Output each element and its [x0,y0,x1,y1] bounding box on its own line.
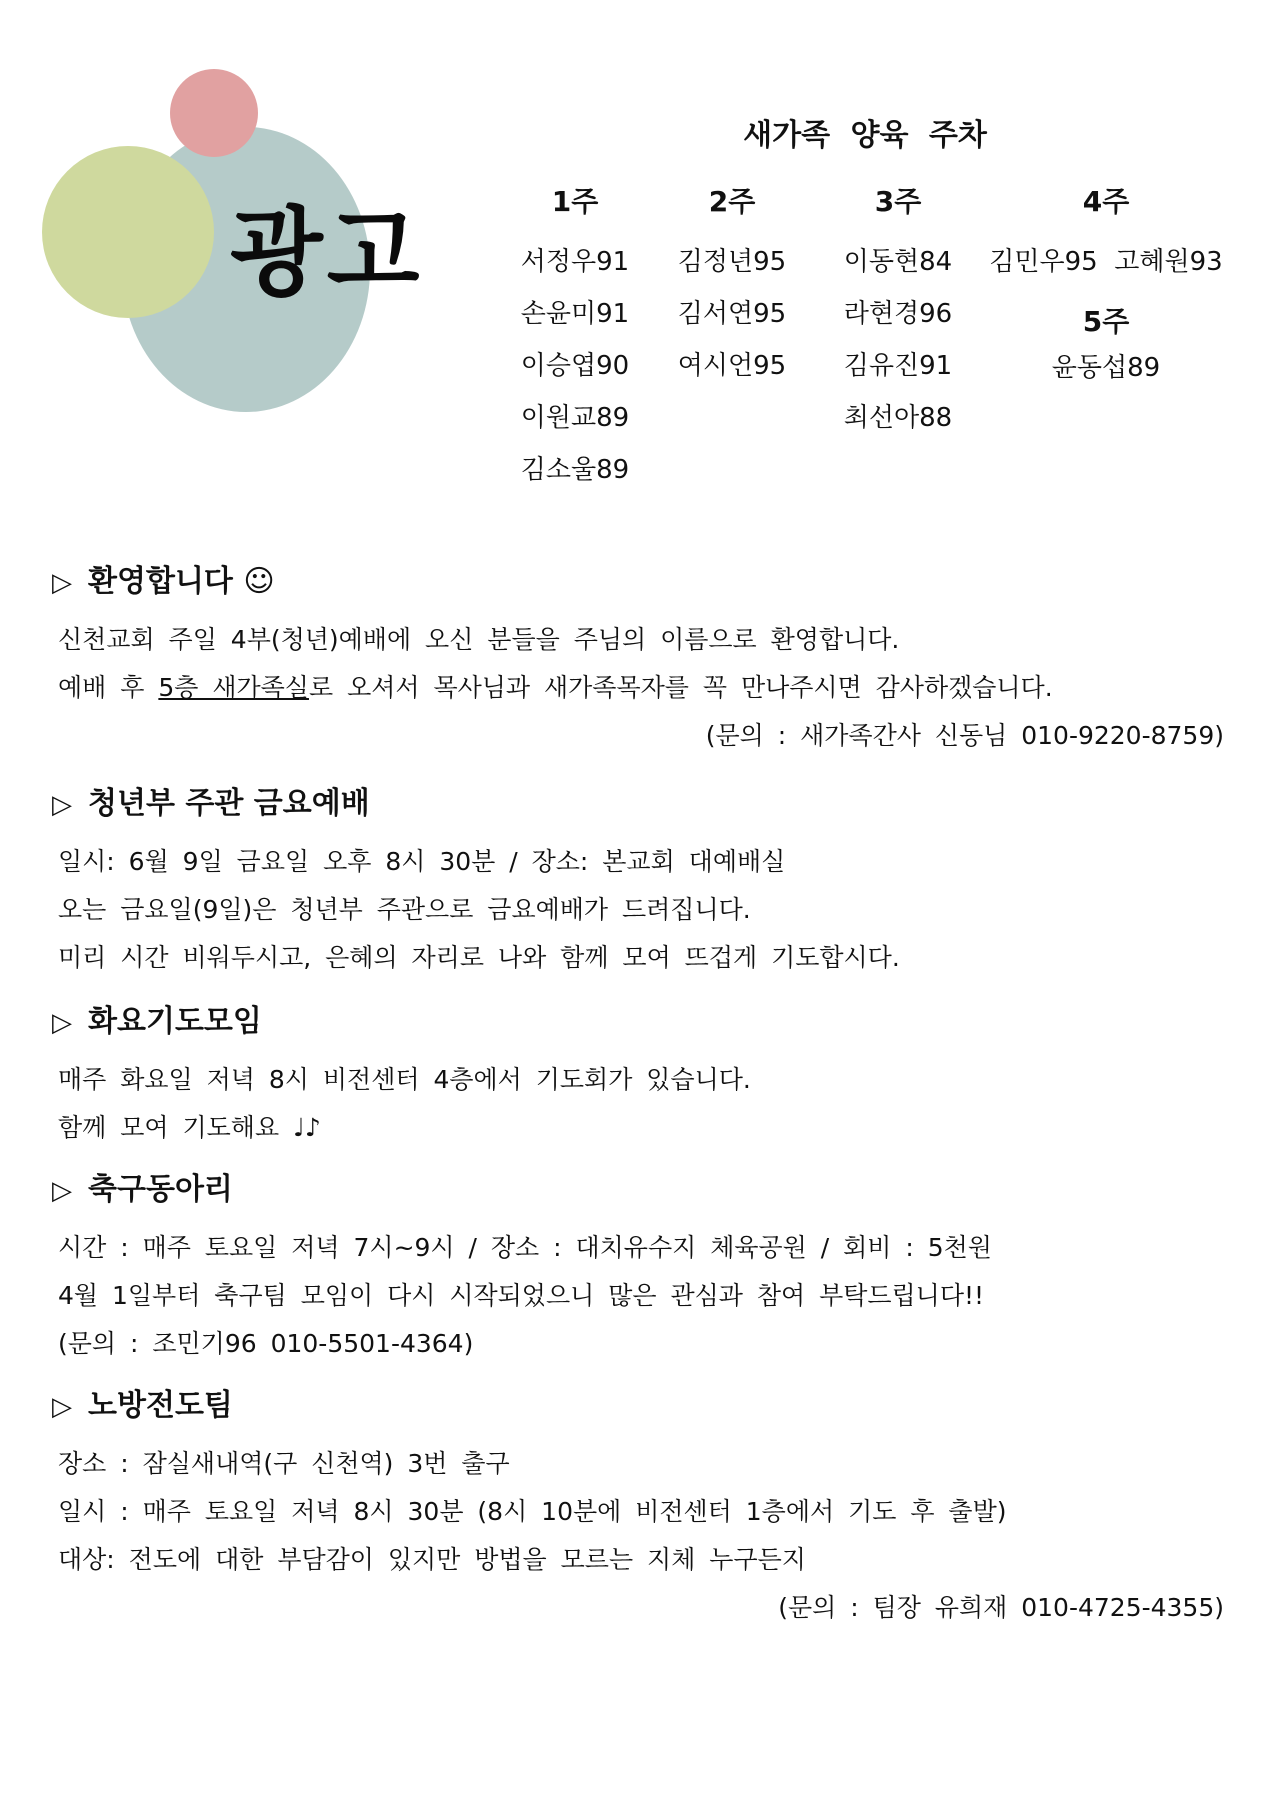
week-label: 1주 [551,185,599,218]
section-street-evangelism [52,1386,1232,1632]
text-line [52,664,1232,712]
text-line: 오는 금요일(9일)은 청년부 주관으로 금요예배가 드려집니다. [58,895,751,924]
text-line: (문의 : 조민기96 010-5501-4364) [58,1329,474,1358]
section-title: 노방전도팀 [88,1388,233,1423]
week-label: 3주 [874,185,922,218]
decor-circle-green [42,146,214,318]
decor-circle-pink [170,69,258,157]
text-fragment: 로 오셔서 목사님과 새가족목자를 꼭 만나주시면 감사하겠습니다. [308,673,1053,702]
week-label: 2주 [708,185,756,218]
member-name: 김유진91 [843,351,953,381]
member-name: 이승엽90 [520,351,630,381]
member-name: 서정우91 [520,247,630,277]
member-name: 김서연95 [677,299,787,329]
section-tuesday-prayer [52,1002,1232,1152]
section-soccer-club [52,1170,1232,1368]
section-title: 청년부 주관 금요예배 [88,786,370,821]
schedule-title: 새가족 양육 주차 [743,118,987,153]
triangle-icon: ▷ [52,1176,72,1206]
member-name: 손윤미91 [520,299,630,329]
text-line: 미리 시간 비워두시고, 은혜의 자리로 나와 함께 모여 뜨겁게 기도합시다. [58,943,900,972]
member-name: 여시언95 [677,351,787,381]
text-line: 함께 모여 기도해요 ♩♪ [58,1113,321,1142]
triangle-icon: ▷ [52,790,72,820]
text-line: 대상: 전도에 대한 부담감이 있지만 방법을 모르는 지체 누구든지 [58,1545,806,1574]
contact-info: (문의 : 팀장 유희재 010-4725-4355) [778,1593,1224,1622]
member-name: 김정년95 [677,247,787,277]
text-line: 매주 화요일 저녁 8시 비전센터 4층에서 기도회가 있습니다. [58,1065,751,1094]
member-name: 이동현84 [843,247,953,277]
section-title: 환영합니다 ☺ [88,564,275,599]
week-label: 5주 [1082,305,1130,338]
text-line: 신천교회 주일 4부(청년)예배에 오신 분들을 주님의 이름으로 환영합니다. [58,625,900,654]
section-title: 축구동아리 [88,1172,233,1207]
triangle-icon: ▷ [52,1008,72,1038]
text-line: 시간 : 매주 토요일 저녁 7시~9시 / 장소 : 대치유수지 체육공원 / 회비 : 5천원 [58,1233,992,1262]
text-line: 일시 : 매주 토요일 저녁 8시 30분 (8시 10분에 비전센터 1층에서 기도 후 출발) [58,1497,1007,1526]
contact-info: (문의 : 새가족간사 신동님 010-9220-8759) [705,721,1224,750]
underlined-location: 5층 새가족실 [158,673,309,702]
week-label: 4주 [1082,185,1130,218]
member-name: 이원교89 [520,403,630,433]
member-name: 김소울89 [520,455,630,485]
schedule-week-4-5 [976,180,1236,394]
section-title: 화요기도모임 [88,1004,262,1039]
section-welcome [52,562,1232,760]
text-line: 장소 : 잠실새내역(구 신천역) 3번 출구 [58,1449,510,1478]
triangle-icon: ▷ [52,568,72,598]
member-name: 최선아88 [843,403,953,433]
triangle-icon: ▷ [52,1392,72,1422]
member-name: 윤동섭89 [1051,353,1161,383]
member-name: 김민우95 고혜원93 [989,247,1223,277]
text-line: 4월 1일부터 축구팀 모임이 다시 시작되었으니 많은 관심과 참여 부탁드립니다!! [58,1281,985,1310]
page-logo-title: 광고 [230,197,424,309]
section-friday-worship [52,784,1232,982]
member-name: 라현경96 [843,299,953,329]
text-fragment: 예배 후 [58,673,159,702]
text-line: 일시: 6월 9일 금요일 오후 8시 30분 / 장소: 본교회 대예배실 [58,847,786,876]
